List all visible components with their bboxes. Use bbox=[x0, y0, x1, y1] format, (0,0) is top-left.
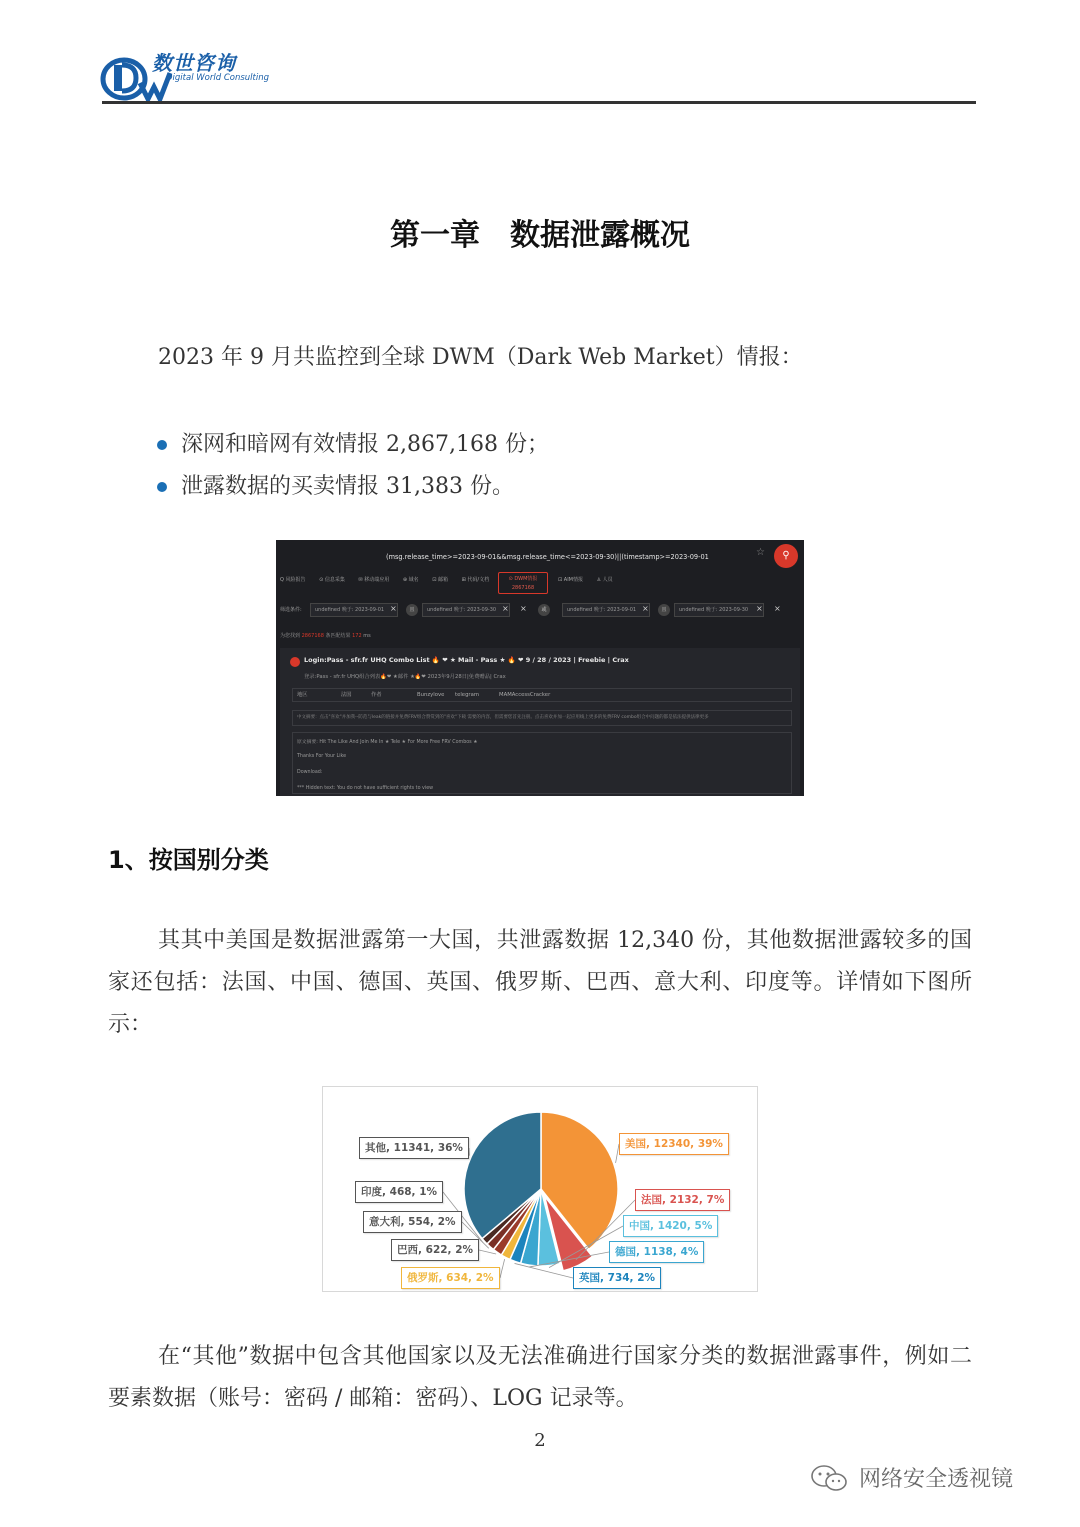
category-tabs bbox=[280, 576, 501, 596]
star-icon[interactable]: ☆ bbox=[756, 547, 765, 558]
filter-chip[interactable]: undefined 晚于: 2023-09-30 bbox=[422, 603, 510, 617]
pie-data-label: 俄罗斯, 634, 2% bbox=[401, 1267, 500, 1289]
tab-code-doc[interactable]: ⊞ 代码/文档 bbox=[461, 577, 490, 583]
result-title[interactable]: Login:Pass - sfr.fr UHQ Combo List 🔥 ❤ ★ Mail - Pass ★ 🔥 ❤ 9 / 28 / 2023 | Freebie | Crax bbox=[304, 656, 629, 664]
tab-domain[interactable]: ⊕ 域名 bbox=[402, 577, 419, 583]
body-line: Thanks For Your Like bbox=[297, 754, 347, 759]
remove-group-icon[interactable]: × bbox=[520, 604, 527, 613]
logo-english-name: Digital World Consulting bbox=[166, 73, 270, 83]
stats-count: 2867168 bbox=[301, 633, 324, 639]
stats-time: 172 bbox=[352, 633, 362, 639]
leader-line bbox=[500, 1259, 505, 1278]
result-meta-row bbox=[292, 688, 792, 702]
result-body bbox=[292, 732, 792, 794]
and-toggle[interactable]: 且 bbox=[406, 604, 418, 616]
tab-risk-report[interactable]: Q 风险报告 bbox=[280, 577, 306, 583]
section-heading: 1、按国别分类 bbox=[108, 846, 269, 874]
tab-person[interactable]: ♙ 人员 bbox=[596, 577, 613, 583]
meta-channel-value: MAMAccessCracker bbox=[499, 692, 551, 698]
meta-region-label: 地区 bbox=[297, 692, 308, 698]
pie-data-label: 英国, 734, 2% bbox=[573, 1267, 661, 1289]
bullet-text: 深网和暗网有效情报 2,867,168 份； bbox=[181, 432, 549, 457]
bullet-item bbox=[155, 466, 549, 508]
meta-author-label: 作者 bbox=[371, 692, 382, 698]
filter-chip[interactable]: undefined 晚于: 2023-09-30 bbox=[674, 603, 764, 617]
remove-filter-icon[interactable]: × bbox=[642, 604, 649, 613]
meta-region-value: 法国 bbox=[341, 692, 352, 698]
header-rule bbox=[102, 101, 976, 104]
pie-data-label: 印度, 468, 1% bbox=[355, 1181, 443, 1203]
result-stats bbox=[280, 632, 371, 639]
stats-mid: 条匹配结果 bbox=[325, 633, 351, 639]
dwm-platform-screenshot bbox=[276, 540, 804, 796]
body-line: 原文摘要: Hit The Like And Join Me In ★ Tele ★ For More Free FRV Combos ★ bbox=[297, 740, 478, 745]
search-icon[interactable]: ⚲ bbox=[774, 544, 798, 568]
watermark bbox=[808, 1462, 1013, 1498]
country-pie-chart bbox=[322, 1086, 758, 1292]
pie-data-label: 法国, 2132, 7% bbox=[635, 1189, 730, 1211]
result-subtitle: 登录:Pass - sfr.fr UHQ组合列表🔥❤ ★邮件 ★🔥❤ 2023年9月28日|免费赠品| Crax bbox=[304, 674, 506, 680]
pie-data-label: 意大利, 554, 2% bbox=[363, 1211, 462, 1233]
filter-label: 筛选条件: bbox=[280, 607, 302, 613]
header-logo bbox=[100, 45, 280, 105]
bullet-text: 泄露数据的买卖情报 31,383 份。 bbox=[181, 474, 514, 499]
pie-data-label: 中国, 1420, 5% bbox=[623, 1215, 718, 1237]
stats-suffix: ms bbox=[363, 633, 371, 639]
wechat-icon bbox=[808, 1463, 852, 1493]
tab-dwm-intel[interactable] bbox=[498, 572, 548, 594]
bullet-dot-icon bbox=[157, 440, 167, 450]
country-paragraph: 其其中美国是数据泄露第一大国，共泄露数据 12,340 份，其他数据泄露较多的国家还包括：法国、中国、德国、英国、俄罗斯、巴西、意大利、印度等。详情如下图所示： bbox=[108, 928, 972, 1037]
chapter-title: 第一章 数据泄露概况 bbox=[390, 218, 690, 253]
pie-data-label: 其他, 11341, 36% bbox=[359, 1137, 469, 1159]
query-input[interactable]: (msg.release_time>=2023-09-01&&msg.release_time<=2023-09-30)||(timestamp>=2023-09-01 bbox=[386, 553, 709, 561]
meta-author-value: Bunzylove bbox=[417, 692, 445, 698]
filter-chip[interactable]: undefined 晚于: 2023-09-01 bbox=[562, 603, 650, 617]
stats-prefix: 为您找到 bbox=[280, 633, 301, 639]
filter-chip[interactable]: undefined 晚于: 2023-09-01 bbox=[310, 603, 398, 617]
alert-icon bbox=[290, 657, 300, 667]
category-tabs-right bbox=[558, 576, 625, 596]
tab-dwm-count: 2867168 bbox=[511, 585, 535, 591]
leader-line bbox=[479, 1250, 496, 1254]
bullet-dot-icon bbox=[157, 482, 167, 492]
result-card[interactable] bbox=[280, 648, 800, 796]
other-paragraph: 在“其他”数据中包含其他国家以及无法准确进行国家分类的数据泄露事件，例如二要素数据（账号：密码 / 邮箱：密码）、LOG 记录等。 bbox=[108, 1344, 972, 1411]
remove-group-icon[interactable]: × bbox=[774, 604, 781, 613]
tab-dwm-label: ⊙ DWM情报 bbox=[508, 576, 538, 582]
body-line: *** Hidden text: You do not have sufficient rights to view bbox=[297, 786, 434, 791]
intro-paragraph: 2023 年 9 月共监控到全球 DWM（Dark Web Market）情报： bbox=[158, 345, 803, 370]
remove-filter-icon[interactable]: × bbox=[756, 604, 763, 613]
pie-data-label: 巴西, 622, 2% bbox=[391, 1239, 479, 1261]
result-description: 中文摘要：点击"喜欢"并加我--防范与leak的链接并免费FRV组合赞赏到的"喜欢"下载 需要的内容，但需要您首先注册。点击喜欢并加一起应用线上更多的免费FRV combo组合中问题的都是依法提供法律更多 bbox=[292, 710, 792, 726]
meta-channel-label: telegram bbox=[455, 692, 480, 698]
pie-data-label: 美国, 12340, 39% bbox=[619, 1133, 729, 1155]
page-number: 2 bbox=[534, 1430, 546, 1451]
remove-filter-icon[interactable]: × bbox=[502, 604, 509, 613]
remove-filter-icon[interactable]: × bbox=[390, 604, 397, 613]
tab-mailbox[interactable]: ⊡ 邮箱 bbox=[432, 577, 449, 583]
and-toggle[interactable]: 且 bbox=[658, 604, 670, 616]
body-line: Download: bbox=[297, 770, 323, 775]
or-toggle[interactable]: 或 bbox=[538, 604, 550, 616]
bullet-item bbox=[155, 424, 549, 466]
logo-chinese-name: 数世咨询 bbox=[152, 51, 236, 75]
pie-data-label: 德国, 1138, 4% bbox=[609, 1241, 704, 1263]
tab-aim-intel[interactable]: ⊡ AIM情报 bbox=[558, 577, 583, 583]
tab-info-collect[interactable]: ⊙ 信息采集 bbox=[319, 577, 345, 583]
tab-mobile-app[interactable]: ✉ 移动端应用 bbox=[358, 577, 390, 583]
watermark-text: 网络安全透视镜 bbox=[859, 1467, 1014, 1492]
summary-bullet-list bbox=[155, 424, 549, 508]
